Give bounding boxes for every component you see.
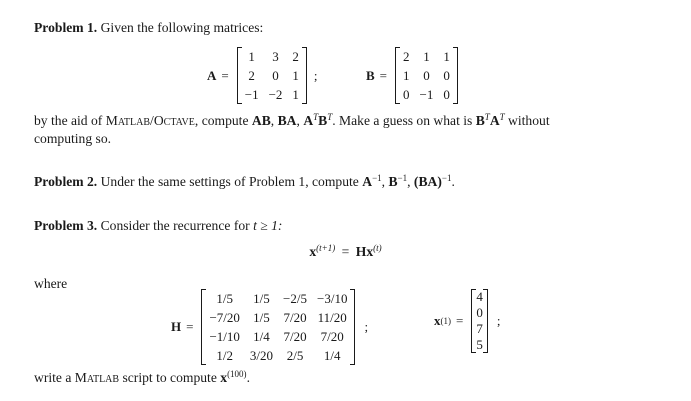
target-x-symbol: x <box>220 370 228 385</box>
matrix-A-cell: 1 <box>248 49 255 64</box>
text-script: script to compute <box>119 370 221 385</box>
matrix-H-cell: 1/5 <box>253 310 270 325</box>
problem2-line <box>34 174 455 190</box>
vector-x1-equation: x (1) = 4 0 7 5 ; <box>434 289 501 352</box>
semicolon: ; <box>313 67 318 83</box>
inverse-sup: −1 <box>397 173 408 183</box>
matrix-H-cell: 1/4 <box>323 348 341 363</box>
vector-x1-cell: 0 <box>476 305 483 320</box>
matrix-H-row <box>204 346 352 365</box>
guess-B-symbol: B <box>475 113 485 128</box>
matrix-B-cell: 0 <box>403 87 410 102</box>
matrix-H-cell: 11/20 <box>317 310 347 325</box>
comma: , <box>296 113 300 128</box>
matrix-H-cell: 7/20 <box>283 329 307 344</box>
comma: , <box>407 174 411 189</box>
problem1-intro: Given the following matrices: <box>100 20 264 35</box>
matrix-H-cell: 3/20 <box>249 348 274 363</box>
matrix-A-symbol: A <box>207 67 217 83</box>
problem3-condition: t ≥ 1: <box>253 218 283 233</box>
transpose-sup: T <box>313 112 319 122</box>
equals-sign: = <box>456 313 464 328</box>
equals-sign: = <box>221 67 229 83</box>
problem2-text: Under the same settings of Problem 1, compute <box>100 174 363 189</box>
matrix-B-equation <box>366 47 461 104</box>
text-write: write a <box>34 370 75 385</box>
matrix-H-row <box>204 308 352 327</box>
matrix-A-table <box>240 47 304 104</box>
matrix-H <box>201 289 355 365</box>
matrix-H-cell: −7/20 <box>209 310 240 325</box>
problem1-intro-line <box>34 20 263 36</box>
matrix-A-cell: 1 <box>292 87 299 102</box>
comma: , <box>381 174 386 189</box>
matlab-name: Matlab <box>105 113 151 128</box>
recurrence-lhs-x: x <box>309 244 317 259</box>
period: . <box>451 174 455 189</box>
matrix-B-cell: −1 <box>419 87 434 102</box>
matrix-B-table <box>398 47 455 104</box>
matrix-B-cell: 0 <box>423 68 430 83</box>
matrix-B-cell: 1 <box>423 49 430 64</box>
problem3-label: Problem 3. <box>34 218 98 233</box>
matrix-A-cell: 1 <box>292 68 299 83</box>
matrix-A <box>237 47 307 104</box>
equals-sign: = <box>186 319 194 334</box>
matrix-B-cell: 2 <box>403 49 410 64</box>
vector-x1 <box>471 289 488 353</box>
matrix-H-cell: 2/5 <box>286 348 304 363</box>
matrix-A-row <box>240 85 304 104</box>
transpose-sup: T <box>484 112 490 122</box>
matrix-H-row <box>204 289 352 308</box>
text-compute: , compute <box>194 113 252 128</box>
matrix-H-equation <box>171 289 368 365</box>
matrix-H-cell: 1/5 <box>253 291 270 306</box>
comma: , <box>270 113 275 128</box>
product-BT-symbol: B <box>318 113 328 128</box>
matrix-A-cell: 2 <box>248 68 255 83</box>
matrix-H-row <box>204 327 352 346</box>
matrix-H-cell: −3/10 <box>317 291 348 306</box>
matlab-name: Matlab <box>74 370 120 385</box>
vector-x1-symbol: x <box>434 313 441 328</box>
matrix-H-cell: 1/4 <box>253 329 270 344</box>
matrix-A-cell: 3 <box>272 49 279 64</box>
transpose-sup: T <box>499 112 505 122</box>
vector-x1-cell: 7 <box>476 321 483 336</box>
matrix-H-cell: 1/2 <box>216 348 233 363</box>
matrix-H-table <box>204 289 352 365</box>
period: . <box>246 370 250 385</box>
where-text: where <box>34 276 68 291</box>
matrix-A-equation <box>207 47 318 104</box>
where-line <box>34 276 67 292</box>
text-without: without <box>504 113 550 128</box>
octave-name: Octave <box>153 113 195 128</box>
semicolon: ; <box>496 313 501 328</box>
matrix-H-cell: 7/20 <box>320 329 344 344</box>
matrix-A-cell: 0 <box>272 68 279 83</box>
product-AB: AB <box>251 113 271 128</box>
product-AT-symbol: A <box>303 113 314 128</box>
product-BA: BA <box>277 113 297 128</box>
matrix-B-cell: 1 <box>443 49 450 64</box>
inverse-BA-symbol: (BA) <box>413 174 442 189</box>
matrix-A-cell: −2 <box>268 87 283 102</box>
matrix-B <box>395 47 458 104</box>
inverse-sup: −1 <box>441 173 452 183</box>
text-guess: . Make a guess on what is <box>332 113 476 128</box>
matrix-A-row <box>240 66 304 85</box>
inverse-B-symbol: B <box>388 174 398 189</box>
matrix-B-cell: 0 <box>443 87 450 102</box>
slash: / <box>150 113 154 128</box>
recurrence-H: H <box>355 244 367 259</box>
problem3-line <box>34 218 282 234</box>
transpose-sup: T <box>327 112 333 122</box>
problem2-label: Problem 2. <box>34 174 98 189</box>
matrix-B-symbol: B <box>366 67 375 83</box>
inverse-sup: −1 <box>372 173 382 183</box>
guess-A-symbol: A <box>489 113 500 128</box>
matrix-A-cell: −1 <box>244 87 259 102</box>
matrix-H-cell: −2/5 <box>283 291 307 306</box>
matrix-H-cell: 1/5 <box>216 291 233 306</box>
problem3-task-line <box>34 370 250 386</box>
semicolon: ; <box>364 319 369 334</box>
vector-x1-cell: 5 <box>476 337 483 352</box>
equals-sign: = <box>341 244 350 259</box>
recurrence-rhs-sup: (t) <box>373 243 382 253</box>
matrix-H-cell: −1/10 <box>209 329 240 344</box>
vector-x1-cell: 4 <box>476 289 483 304</box>
recurrence-rhs-x: x <box>366 244 374 259</box>
matrix-B-cell: 1 <box>403 68 410 83</box>
text-computing-so: computing so. <box>34 131 112 146</box>
problem1-task-line2 <box>34 131 111 147</box>
problem1-label: Problem 1. <box>34 20 98 35</box>
recurrence-equation <box>0 244 691 260</box>
matrix-B-row <box>398 47 455 66</box>
matrix-B-row <box>398 66 455 85</box>
matrix-A-cell: 2 <box>292 49 299 64</box>
inverse-A-symbol: A <box>362 174 373 189</box>
recurrence-lhs-sup: (t+1) <box>316 243 336 253</box>
problem3-text: Consider the recurrence for <box>100 218 254 233</box>
target-sup: (100) <box>227 369 247 379</box>
matrix-B-row <box>398 85 455 104</box>
equals-sign: = <box>379 67 388 83</box>
matrix-H-symbol: H <box>171 319 182 334</box>
problem1-task-line <box>34 113 550 129</box>
matrix-H-cell: 7/20 <box>283 310 307 325</box>
matrix-B-cell: 0 <box>443 68 450 83</box>
matrix-A-row <box>240 47 304 66</box>
text-by-aid: by the aid of <box>34 113 106 128</box>
